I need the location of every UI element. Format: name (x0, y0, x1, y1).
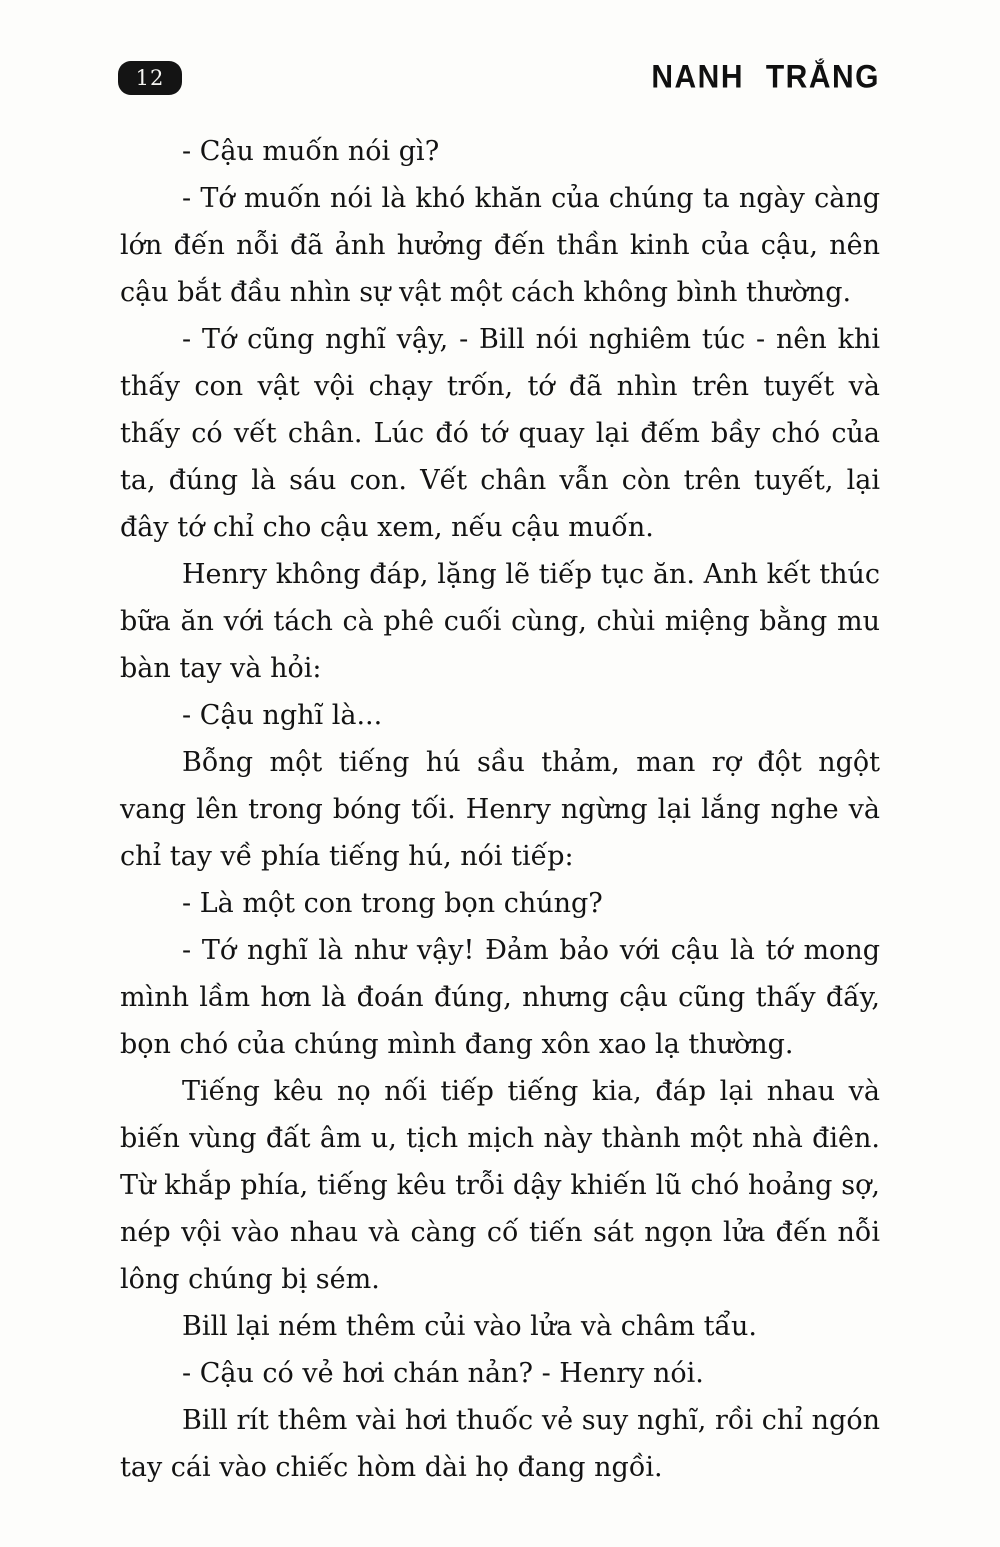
paragraph-dialogue: - Tớ nghĩ là như vậy! Đảm bảo với cậu là tớ mong mình lầm hơn là đoán đúng, nhưng cậu cũng thấy đấy, bọn chó của chúng mình đang xôn xao lạ thường. (120, 935, 880, 1060)
page-header (118, 60, 880, 96)
paragraph-dialogue: - Cậu nghĩ là... (182, 700, 383, 731)
paragraph-narration: Tiếng kêu nọ nối tiếp tiếng kia, đáp lại nhau và biến vùng đất âm u, tịch mịch này thành một nhà điên. Từ khắp phía, tiếng kêu trỗi dậy khiến lũ chó hoảng sợ, nép vội vào nhau và càng cố tiến sát ngọn lửa đến nỗi lông chúng bị sém. (120, 1076, 880, 1295)
book-title: NANH TRẮNG (651, 59, 880, 96)
paragraph-dialogue: - Tớ cũng nghĩ vậy, - Bill nói nghiêm túc - nên khi thấy con vật vội chạy trốn, tớ đã nhìn trên tuyết và thấy có vết chân. Lúc đó tớ quay lại đếm bầy chó của ta, đúng là sáu con. Vết chân vẫn còn trên tuyết, lại đây tớ chỉ cho cậu xem, nếu cậu muốn. (120, 324, 880, 543)
page-body (120, 128, 880, 1491)
paragraph-dialogue: - Cậu có vẻ hơi chán nản? - Henry nói. (182, 1358, 704, 1389)
page-number: 12 (135, 65, 165, 90)
paragraph-narration: Bill rít thêm vài hơi thuốc vẻ suy nghĩ, rồi chỉ ngón tay cái vào chiếc hòm dài họ đang ngồi. (120, 1405, 880, 1483)
paragraph-dialogue: - Là một con trong bọn chúng? (182, 888, 603, 919)
paragraph-narration: Bill lại ném thêm củi vào lửa và châm tẩu. (182, 1311, 757, 1342)
paragraph-dialogue: - Cậu muốn nói gì? (182, 136, 440, 167)
paragraph-dialogue: - Tớ muốn nói là khó khăn của chúng ta ngày càng lớn đến nỗi đã ảnh hưởng đến thần kinh của cậu, nên cậu bắt đầu nhìn sự vật một cách không bình thường. (120, 183, 880, 308)
paragraph-narration: Bỗng một tiếng hú sầu thảm, man rợ đột ngột vang lên trong bóng tối. Henry ngừng lại lắng nghe và chỉ tay về phía tiếng hú, nói tiếp: (120, 747, 880, 872)
page-number-badge (118, 61, 182, 95)
paragraph-narration: Henry không đáp, lặng lẽ tiếp tục ăn. Anh kết thúc bữa ăn với tách cà phê cuối cùng, chùi miệng bằng mu bàn tay và hỏi: (120, 559, 880, 684)
